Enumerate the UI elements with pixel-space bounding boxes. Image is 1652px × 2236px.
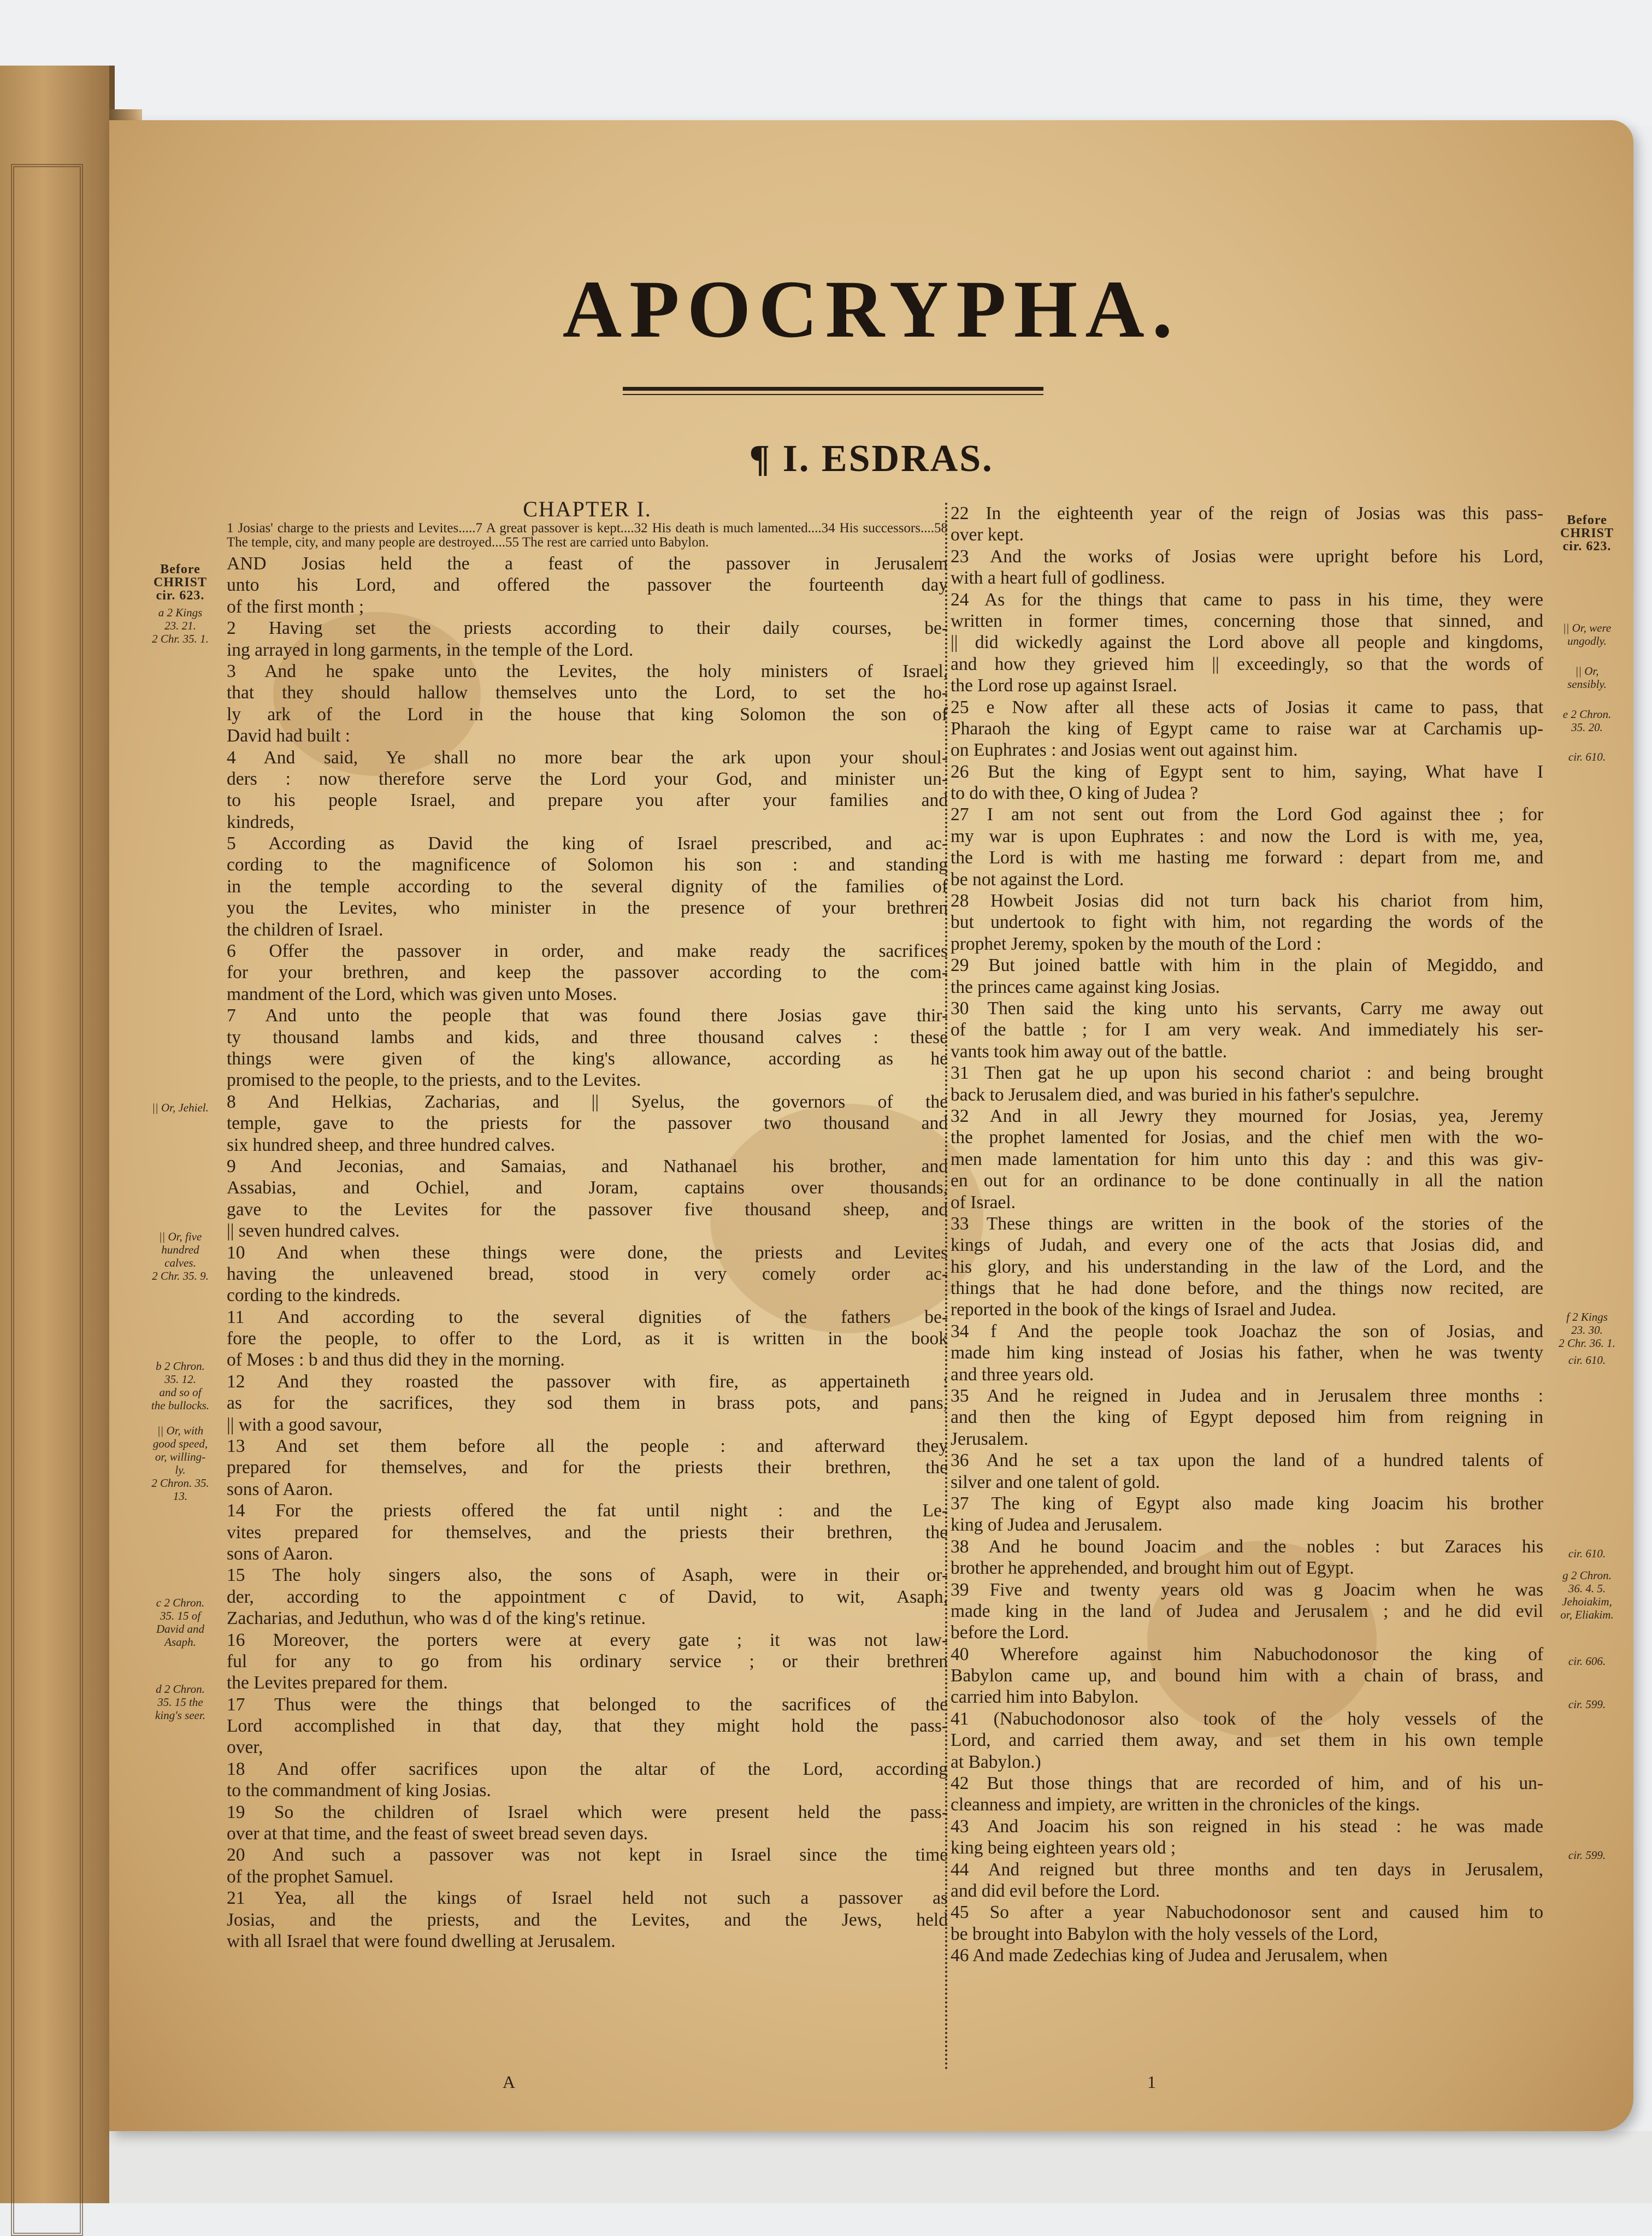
text-line: sons of Aaron. <box>227 1479 333 1499</box>
text-line: 46 And made Zedechias king of Judea and Jerusalem, when <box>951 1945 1388 1966</box>
text-line: Lord, and carried them away, and set them in his own temple <box>951 1730 1543 1751</box>
text-line: ders : now therefore serve the Lord your God, and minister un- <box>227 768 948 789</box>
text-line: and how they grieved him || exceedingly, so that the words of <box>951 654 1543 674</box>
text-line: cleanness and impiety, are written in the chronicles of the kings. <box>951 1794 1420 1815</box>
text-line: || seven hundred calves. <box>227 1221 400 1241</box>
text-line: en out for an ordinance to be done continually in all the nation <box>951 1170 1543 1191</box>
text-line: 40 Wherefore against him Nabuchodonosor the king of <box>951 1644 1543 1664</box>
text-line: 7 And unto the people that was found there Josias gave thir- <box>227 1005 948 1026</box>
text-line: 44 And reigned but three months and ten days in Jerusalem, <box>951 1859 1543 1880</box>
text-line: 10 And when these things were done, the priests and Levites <box>227 1242 948 1263</box>
text-line: 5 According as David the king of Israel prescribed, and ac- <box>227 833 948 854</box>
text-line: fore the people, to offer to the Lord, as it is written in the book <box>227 1328 948 1349</box>
margin-note: g 2 Chron. 36. 4. 5. Jehoiakim, or, Eliakim. <box>1560 1568 1614 1621</box>
text-line: 6 Offer the passover in order, and make ready the sacrifices <box>227 941 948 962</box>
text-line: king being eighteen years old ; <box>951 1838 1176 1858</box>
margin-note: cir. 606. <box>1568 1655 1606 1668</box>
book-page <box>109 120 1633 2131</box>
text-line: as for the sacrifices, they sod them in brass pots, and pans, <box>227 1393 948 1414</box>
text-line: 26 But the king of Egypt sent to him, saying, What have I <box>951 761 1543 782</box>
page-number: 1 <box>1147 2072 1156 2092</box>
text-line: 3 And he spake unto the Levites, the holy ministers of Israel, <box>227 661 948 681</box>
margin-note: b 2 Chron. 35. 12. and so of the bullocks. <box>151 1359 210 1412</box>
margin-note: || Or, sensibly. <box>1567 664 1607 691</box>
text-line: 4 And said, Ye shall no more bear the ark upon your shoul- <box>227 747 948 768</box>
text-line: the Levites prepared for them. <box>227 1673 448 1693</box>
text-line: 8 And Helkias, Zacharias, and || Syelus, the governors of the <box>227 1091 948 1112</box>
text-line: 38 And he bound Joacim and the nobles : but Zaraces his <box>951 1536 1543 1557</box>
text-line: sons of Aaron. <box>227 1543 333 1564</box>
text-line: of the prophet Samuel. <box>227 1866 394 1887</box>
text-line: of Moses : b and thus did they in the morning. <box>227 1350 565 1370</box>
text-line: AND Josias held the a feast of the passover in Jerusalem <box>227 554 948 574</box>
text-line: that they should hallow themselves unto the Lord, to set the ho- <box>227 682 948 703</box>
text-line: 9 And Jeconias, and Samaias, and Nathanael his brother, and <box>227 1156 948 1176</box>
margin-note: f 2 Kings 23. 30. 2 Chr. 36. 1. <box>1559 1310 1615 1350</box>
text-line: 14 For the priests offered the fat until night : and the Le- <box>227 1501 948 1521</box>
text-line: 11 And according to the several dignities of the fathers be- <box>227 1307 948 1327</box>
text-line: in the temple according to the several dignity of the families of <box>227 876 948 897</box>
text-line: and three years old. <box>951 1364 1094 1385</box>
text-line: and did evil before the Lord. <box>951 1881 1160 1901</box>
text-line: written in former times, concerning those that sinned, and <box>951 610 1543 631</box>
text-line: the Lord is with me hasting me forward : depart from me, and <box>951 848 1543 868</box>
text-line: 24 As for the things that came to pass in his time, they were <box>951 589 1543 610</box>
signature-mark: A <box>503 2072 516 2092</box>
right-column-text <box>951 503 1543 1967</box>
text-line: 36 And he set a tax upon the land of a hundred talents of <box>951 1450 1543 1471</box>
page-heading: APOCRYPHA. <box>562 264 1181 355</box>
text-line: over at that time, and the feast of sweet bread seven days. <box>227 1823 648 1844</box>
text-line: with a heart full of godliness. <box>951 568 1165 589</box>
text-line: with all Israel that were found dwelling at Jerusalem. <box>227 1931 616 1951</box>
text-line: 29 But joined battle with him in the plain of Megiddo, and <box>951 955 1543 976</box>
text-line: things that he had done before, and the things now recited, are <box>951 1278 1543 1299</box>
text-line: over kept. <box>951 525 1024 545</box>
text-line: before the Lord. <box>951 1622 1069 1643</box>
margin-note: cir. 599. <box>1568 1848 1606 1862</box>
margin-note: cir. 610. <box>1568 750 1606 764</box>
text-line: the prophet lamented for Josias, and the chief men with the wo- <box>951 1127 1543 1148</box>
text-line: at Babylon.) <box>951 1751 1041 1772</box>
text-line: 28 Howbeit Josias did not turn back his chariot from him, <box>951 891 1543 911</box>
text-line: be not against the Lord. <box>951 869 1124 890</box>
text-line: ful for any to go from his ordinary service ; or their brethren <box>227 1651 948 1672</box>
text-line: over, <box>227 1737 263 1758</box>
text-line: and then the king of Egypt deposed him from reigning in <box>951 1407 1543 1428</box>
text-line: prepared for themselves, and for the priests their brethren, the <box>227 1457 948 1478</box>
text-line: ty thousand lambs and kids, and three thousand calves : these <box>227 1027 948 1048</box>
text-line: his glory, and his understanding in the law of the Lord, and the <box>951 1256 1543 1277</box>
text-line: 22 In the eighteenth year of the reign of Josias was this pass- <box>951 503 1543 523</box>
text-line: 2 Having set the priests according to their daily courses, be- <box>227 618 948 639</box>
margin-note: || Or, Jehiel. <box>152 1101 209 1114</box>
text-line: to the commandment of king Josias. <box>227 1780 491 1801</box>
text-line: but undertook to fight with him, not regarding the words of the <box>951 912 1543 933</box>
text-line: carried him into Babylon. <box>951 1687 1139 1708</box>
text-line: || did wickedly against the Lord above all people and kingdoms, <box>951 632 1543 653</box>
text-line: made him king instead of Josias his father, when he was twenty <box>951 1343 1543 1363</box>
column-divider <box>945 503 947 2071</box>
text-line: 39 Five and twenty years old was g Joacim when he was <box>951 1579 1543 1600</box>
text-line: Lord accomplished in that day, that they might hold the pass- <box>227 1716 948 1737</box>
text-line: 41 (Nabuchodonosor also took of the holy vessels of the <box>951 1708 1543 1729</box>
text-line: der, according to the appointment c of David, to wit, Asaph, <box>227 1586 948 1607</box>
text-line: having the unleavened bread, stood in very comely order ac- <box>227 1263 948 1284</box>
book-cover <box>0 66 115 2203</box>
text-line: 42 But those things that are recorded of him, and of his un- <box>951 1773 1543 1794</box>
text-line: 27 I am not sent out from the Lord God against thee ; for <box>951 804 1543 825</box>
text-line: silver and one talent of gold. <box>951 1472 1160 1492</box>
margin-note: cir. 610. <box>1568 1353 1606 1367</box>
text-line: to his people Israel, and prepare you after your families and <box>227 790 948 811</box>
margin-note: d 2 Chron. 35. 15 the king's seer. <box>155 1682 205 1722</box>
text-line: 20 And such a passover was not kept in Israel since the time <box>227 1845 948 1866</box>
text-line: 30 Then said the king unto his servants, Carry me away out <box>951 998 1543 1019</box>
text-line: six hundred sheep, and three hundred calves. <box>227 1134 555 1155</box>
table-surface <box>109 2131 1652 2203</box>
margin-note: || Or, with good speed, or, willing- ly. 2 Chron. 35. 13. <box>151 1424 209 1503</box>
book-title: ¶ I. ESDRAS. <box>749 438 994 480</box>
text-line: of the first month ; <box>227 596 364 617</box>
margin-note: c 2 Chron. 35. 15 of David and Asaph. <box>156 1596 205 1649</box>
cover-border <box>11 164 83 2236</box>
text-line: for your brethren, and keep the passover according to the com- <box>227 962 948 983</box>
text-line: Josias, and the priests, and the Levites, and the Jews, held <box>227 1909 948 1930</box>
text-line: Jerusalem. <box>951 1428 1029 1449</box>
heading-rule <box>623 387 1043 395</box>
text-line: be brought into Babylon with the holy vessels of the Lord, <box>951 1923 1378 1944</box>
text-line: 35 And he reigned in Judea and in Jerusalem three months : <box>951 1386 1543 1407</box>
text-line: 43 And Joacim his son reigned in his stead : he was made <box>951 1816 1543 1837</box>
text-line: 15 The holy singers also, the sons of Asaph, were in their or- <box>227 1565 948 1586</box>
text-line: you the Levites, who minister in the presence of your brethren <box>227 898 948 919</box>
margin-note: || Or, were ungodly. <box>1562 621 1612 648</box>
text-line: 19 So the children of Israel which were present held the pass- <box>227 1802 948 1822</box>
text-line: of Israel. <box>951 1192 1016 1213</box>
margin-note: Before CHRIST cir. 623. <box>1560 513 1614 554</box>
text-line: 31 Then gat he up upon his second chariot : and being brought <box>951 1063 1543 1084</box>
text-line: to do with thee, O king of Judea ? <box>951 783 1199 804</box>
margin-note: || Or, five hundred calves. 2 Chr. 35. 9. <box>152 1230 209 1283</box>
text-line: gave to the Levites for the passover five thousand sheep, and <box>227 1199 948 1220</box>
text-line: 45 So after a year Nabuchodonosor sent and caused him to <box>951 1902 1543 1923</box>
text-line: men made lamentation for him unto this day : and this was giv- <box>951 1149 1543 1169</box>
text-line: 33 These things are written in the book of the stories of the <box>951 1213 1543 1234</box>
left-column-text <box>227 553 948 1952</box>
text-line: cording to the magnificence of Solomon his son : and standing <box>227 855 948 875</box>
text-line: unto his Lord, and offered the passover the fourteenth day <box>227 575 948 596</box>
text-line: of the battle ; for I am very weak. And immediately his ser- <box>951 1020 1543 1040</box>
text-line: vites prepared for themselves, and the priests their brethren, the <box>227 1522 948 1543</box>
chapter-summary: 1 Josias' charge to the priests and Levites.....7 A great passover is kept....32 His death is much lamented....34 His successors....58 The temple, city, and many people are destroyed....55 The rest are carried unto Babylon. <box>227 521 948 550</box>
text-line: Pharaoh the king of Egypt came to raise war at Carchamis up- <box>951 718 1543 739</box>
text-line: Assabias, and Ochiel, and Joram, captains over thousands, <box>227 1178 948 1198</box>
text-line: 13 And set them before all the people : and afterward they <box>227 1436 948 1457</box>
margin-note: cir. 599. <box>1568 1698 1606 1711</box>
text-line: 21 Yea, all the kings of Israel held not such a passover as <box>227 1888 948 1909</box>
text-line: Babylon came up, and bound him with a chain of brass, and <box>951 1666 1543 1686</box>
text-line: || with a good savour, <box>227 1414 382 1435</box>
text-line: ing arrayed in long garments, in the temple of the Lord. <box>227 639 634 660</box>
left-column <box>227 497 948 1952</box>
text-line: kings of Judah, and every one of the acts that Josias did, and <box>951 1235 1543 1256</box>
text-line: the Lord rose up against Israel. <box>951 675 1177 696</box>
text-line: temple, gave to the priests for the passover two thousand and <box>227 1113 948 1134</box>
text-line: kindreds, <box>227 811 294 832</box>
text-line: ly ark of the Lord in the house that king Solomon the son of <box>227 704 948 725</box>
text-line: 25 e Now after all these acts of Josias it came to pass, that <box>951 697 1543 717</box>
text-line: made king in the land of Judea and Jerusalem ; and he did evil <box>951 1600 1543 1621</box>
margin-note: cir. 610. <box>1568 1547 1606 1561</box>
text-line: mandment of the Lord, which was given unto Moses. <box>227 984 617 1004</box>
margin-note: Before CHRIST cir. 623. <box>153 562 208 603</box>
text-line: 37 The king of Egypt also made king Joacim his brother <box>951 1493 1543 1514</box>
text-line: 34 f And the people took Joachaz the son of Josias, and <box>951 1321 1543 1341</box>
text-line: vants took him away out of the battle. <box>951 1041 1228 1062</box>
text-line: 18 And offer sacrifices upon the altar of the Lord, according <box>227 1758 948 1779</box>
text-line: 23 And the works of Josias were upright before his Lord, <box>951 546 1543 567</box>
text-line: 32 And in all Jewry they mourned for Josias, yea, Jeremy <box>951 1105 1543 1126</box>
text-line: 12 And they roasted the passover with fire, as appertaineth : <box>227 1371 948 1392</box>
text-line: brother he apprehended, and brought him out of Egypt. <box>951 1558 1354 1579</box>
margin-note: a 2 Kings 23. 21. 2 Chr. 35. 1. <box>152 605 209 645</box>
margin-note: e 2 Chron. 35. 20. <box>1562 707 1612 734</box>
text-line: king of Judea and Jerusalem. <box>951 1515 1163 1535</box>
text-line: prophet Jeremy, spoken by the mouth of the Lord : <box>951 933 1321 954</box>
text-line: the princes came against king Josias. <box>951 976 1220 997</box>
text-line: back to Jerusalem died, and was buried in his father's sepulchre. <box>951 1084 1420 1105</box>
text-line: things were given of the king's allowance, according as he <box>227 1048 948 1069</box>
text-line: 16 Moreover, the porters were at every gate ; it was not law- <box>227 1629 948 1650</box>
text-line: my war is upon Euphrates : and now the Lord is with me, yea, <box>951 826 1543 846</box>
text-line: on Euphrates : and Josias went out against him. <box>951 740 1298 761</box>
text-line: Zacharias, and Jeduthun, who was d of the king's retinue. <box>227 1608 646 1629</box>
background <box>0 0 1652 126</box>
right-column <box>951 503 1543 1967</box>
text-line: promised to the people, to the priests, and to the Levites. <box>227 1070 641 1091</box>
text-line: cording to the kindreds. <box>227 1285 401 1306</box>
text-line: reported in the book of the kings of Israel and Judea. <box>951 1299 1337 1320</box>
text-line: David had built : <box>227 726 351 746</box>
text-line: the children of Israel. <box>227 919 384 940</box>
chapter-heading: CHAPTER I. <box>523 497 652 521</box>
text-line: 17 Thus were the things that belonged to the sacrifices of the <box>227 1694 948 1715</box>
